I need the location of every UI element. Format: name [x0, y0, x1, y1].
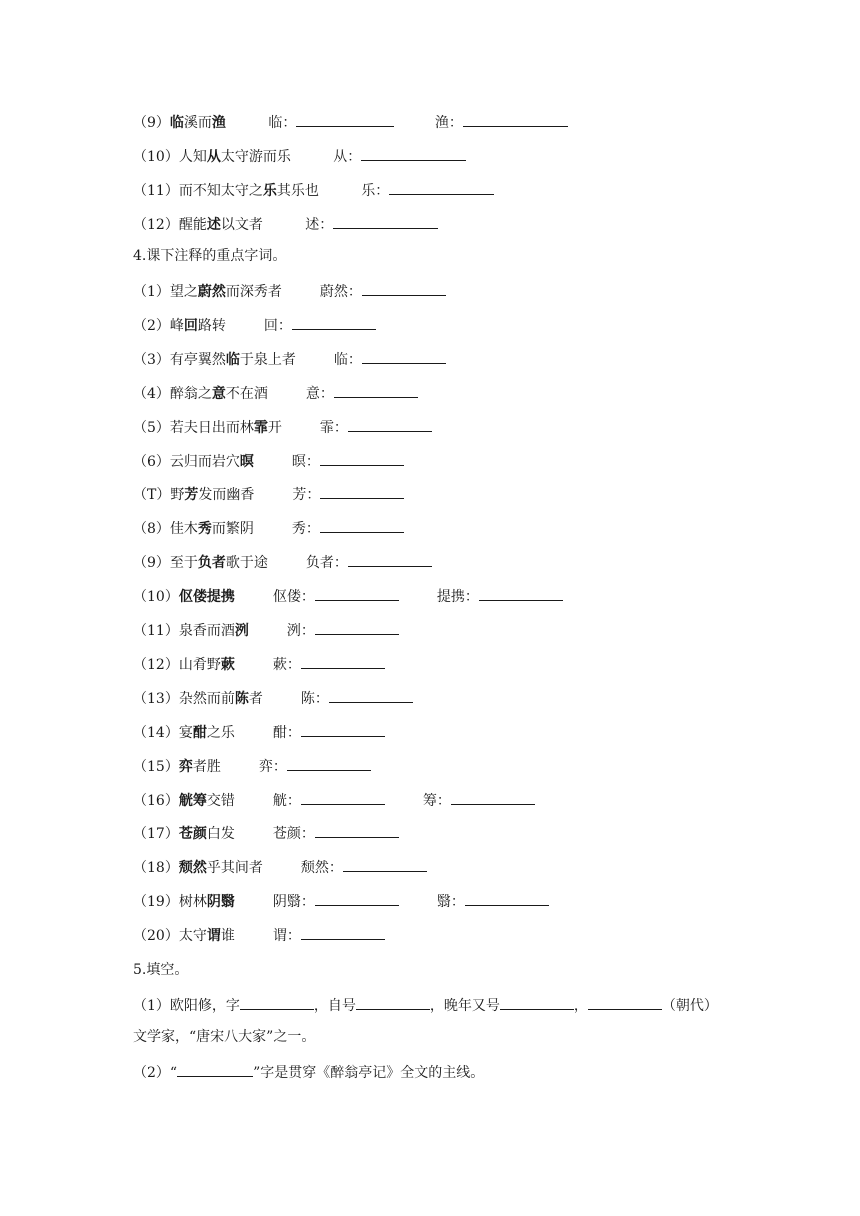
q4-item: （4）醉翁之意不在酒 意：	[133, 382, 418, 404]
q4-item: （18）颓然乎其间者 颓然：	[133, 856, 427, 878]
answer-label: 意：	[305, 386, 334, 402]
answer-blank[interactable]	[361, 145, 466, 161]
answer-label: 负者：	[305, 555, 348, 571]
answer-blank[interactable]	[301, 789, 385, 805]
answer-blank[interactable]	[451, 789, 535, 805]
q4-item: （1）望之蔚然而深秀者 蔚然：	[133, 280, 446, 302]
answer-blank[interactable]	[334, 382, 418, 398]
q4-item: （2）峰回路转 回：	[133, 314, 376, 336]
answer-blank[interactable]	[296, 111, 394, 127]
q3-item-10: （10）人知从太守游而乐 从：	[133, 145, 466, 167]
answer-label: 酣：	[272, 725, 301, 741]
answer-label: 述：	[305, 217, 334, 233]
q4-item: （20）太守谓谁 谓：	[133, 924, 385, 946]
q4-item: （T）野芳发而幽香 芳：	[133, 483, 404, 505]
answer-label: 觥：	[272, 793, 301, 809]
q3-item-12: （12）醒能述以文者 述：	[133, 213, 438, 235]
answer-label: 芳：	[292, 487, 321, 503]
answer-label: 蔚然：	[319, 284, 362, 300]
q4-item: （19）树林阴翳 阴翳： 翳：	[133, 890, 549, 912]
q4-item: （15）弈者胜 弈：	[133, 755, 371, 777]
answer-label: 阴翳：	[272, 894, 315, 910]
q5-item-2: （2）“ ”字是贯穿《醉翁亭记》全文的主线。	[133, 1061, 484, 1083]
q4-item: （16）觥筹交错 觥： 筹：	[133, 789, 535, 811]
q4-item: （3）有亭翼然临于泉上者 临：	[133, 348, 446, 370]
answer-blank[interactable]	[301, 924, 385, 940]
answer-label: 乐：	[361, 183, 390, 199]
answer-blank[interactable]	[320, 517, 404, 533]
q5-heading: 5.填空。	[133, 962, 189, 978]
answer-blank[interactable]	[362, 280, 446, 296]
q4-item: （9）至于负者歌于途 负者：	[133, 551, 432, 573]
q5-item-1-cont: 文学家，“唐宋八大家”之一。	[133, 1029, 316, 1045]
answer-blank[interactable]	[301, 653, 385, 669]
answer-blank[interactable]	[320, 450, 404, 466]
q3-item-9: （9）临溪而渔 临： 渔：	[133, 111, 568, 133]
q4-item: （11）泉香而酒洌 洌：	[133, 619, 399, 641]
answer-blank[interactable]	[500, 994, 574, 1010]
answer-blank[interactable]	[301, 721, 385, 737]
answer-label: 陈：	[300, 691, 329, 707]
q4-item: （13）杂然而前陈者 陈：	[133, 687, 413, 709]
answer-label: 提携：	[436, 589, 479, 605]
q4-heading: 4.课下注释的重点字词。	[133, 248, 287, 264]
answer-blank[interactable]	[348, 416, 432, 432]
answer-label: 洌：	[286, 623, 315, 639]
answer-label: 回：	[263, 318, 292, 334]
answer-label: 苍颜：	[272, 826, 315, 842]
q4-item: （10）伛偻提携 伛偻： 提携：	[133, 585, 563, 607]
answer-blank[interactable]	[315, 822, 399, 838]
answer-blank[interactable]	[343, 856, 427, 872]
answer-blank[interactable]	[315, 585, 399, 601]
answer-label: 从：	[333, 149, 362, 165]
q4-item: （6）云归而岩穴暝 暝：	[133, 450, 404, 472]
answer-blank[interactable]	[315, 890, 399, 906]
answer-label: 临：	[333, 352, 362, 368]
answer-blank[interactable]	[287, 755, 371, 771]
q4-item: （8）佳木秀而繁阴 秀：	[133, 517, 404, 539]
answer-blank[interactable]	[348, 551, 432, 567]
answer-blank[interactable]	[389, 179, 494, 195]
answer-blank[interactable]	[465, 890, 549, 906]
answer-blank[interactable]	[356, 994, 430, 1010]
answer-blank[interactable]	[479, 585, 563, 601]
answer-label: 临：	[268, 115, 297, 131]
answer-blank[interactable]	[240, 994, 314, 1010]
q4-item: （14）宴酣之乐 酣：	[133, 721, 385, 743]
q4-item: （17）苍颜白发 苍颜：	[133, 822, 399, 844]
answer-label: 谓：	[272, 928, 301, 944]
answer-blank[interactable]	[362, 348, 446, 364]
answer-blank[interactable]	[292, 314, 376, 330]
answer-blank[interactable]	[315, 619, 399, 635]
answer-blank[interactable]	[463, 111, 568, 127]
answer-label: 渔：	[434, 115, 463, 131]
answer-label: 霏：	[319, 420, 348, 436]
q3-item-11: （11）而不知太守之乐其乐也 乐：	[133, 179, 494, 201]
answer-label: 伛偻：	[272, 589, 315, 605]
answer-label: 颓然：	[300, 860, 343, 876]
answer-label: 筹：	[422, 793, 451, 809]
answer-label: 翳：	[436, 894, 465, 910]
q4-item: （5）若夫日出而林霏开 霏：	[133, 416, 432, 438]
answer-blank[interactable]	[320, 483, 404, 499]
answer-blank[interactable]	[329, 687, 413, 703]
answer-label: 弈：	[258, 759, 287, 775]
q5-item-1: （1）欧阳修，字 ，自号 ，晚年又号 ， （朝代）	[133, 994, 718, 1016]
answer-label: 蔌：	[272, 657, 301, 673]
answer-blank[interactable]	[333, 213, 438, 229]
answer-blank[interactable]	[177, 1061, 253, 1077]
answer-label: 暝：	[291, 454, 320, 470]
q4-item: （12）山肴野蔌 蔌：	[133, 653, 385, 675]
answer-blank[interactable]	[588, 994, 662, 1010]
answer-label: 秀：	[291, 521, 320, 537]
